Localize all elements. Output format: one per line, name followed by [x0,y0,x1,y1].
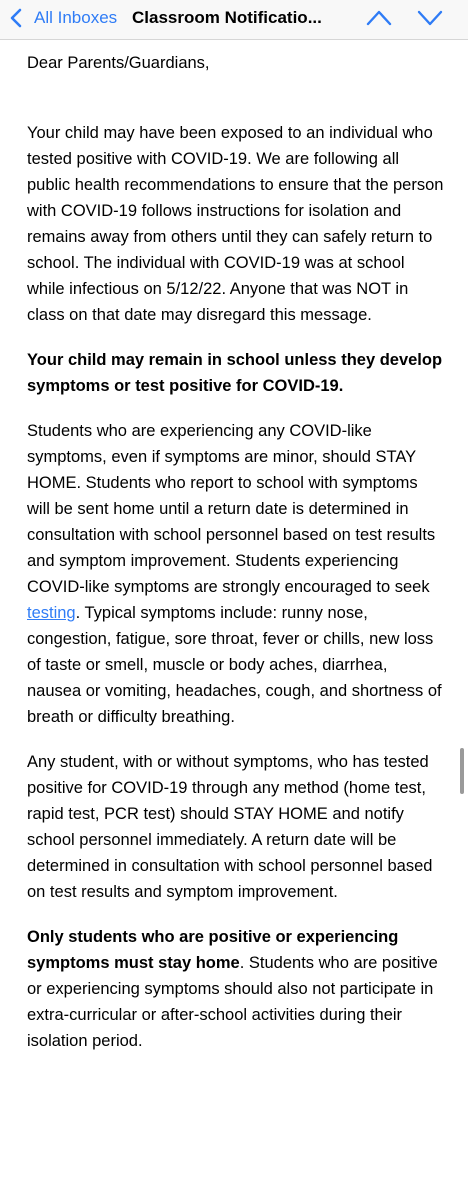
email-paragraph-stay-home [27,924,445,1054]
previous-message-button[interactable] [365,5,393,31]
email-greeting: Dear Parents/Guardians, [27,54,210,72]
mailbox-title: Classroom Notificatio... [132,8,322,27]
chevron-left-icon [6,7,28,29]
stay-home-text: . Students who are positive or experiencing symptoms should also not participate in extra-curricular or after-school activities during their isolation period. [27,954,438,1050]
email-body [27,50,445,1073]
email-paragraph-exposure: Your child may have been exposed to an individual who tested positive with COVID-19. We are following all public health recommendations to ensure that the person with COVID-19 follows instructions for isolation and remains away from others until they can safely return to school. The individual with COVID-19 was at school while infectious on 5/12/22. Anyone that was NOT in class on that date may disregard this message. [27,124,444,324]
email-paragraph-symptoms [27,418,445,730]
symptoms-text-end: . Typical symptoms include: runny nose, congestion, fatigue, sore throat, fever or chills, new loss of taste or smell, muscle or body aches, diarrhea, nausea or vomiting, headaches, cough, and shortness of breath or difficulty breathing. [27,604,442,726]
chevron-down-icon [416,5,444,31]
navigation-bar [0,0,468,40]
symptoms-text-start: Students who are experiencing any COVID-like symptoms, even if symptoms are minor, should STAY HOME. Students who report to school with symptoms will be sent home until a return date is determined in consultation with school personnel based on test results and symptom improvement. Students experiencing COVID-like symptoms are strongly encouraged to seek [27,422,436,596]
scroll-indicator[interactable] [460,748,464,794]
back-button-label: All Inboxes [34,8,118,27]
email-paragraph-positive-test: Any student, with or without symptoms, who has tested positive for COVID-19 through any method (home test, rapid test, PCR test) should STAY HOME and notify school personnel immediately. A return date will be determined in consultation with school personnel based on test results and symptom improvement. [27,753,433,901]
testing-link[interactable]: testing [27,604,76,622]
next-message-button[interactable] [416,5,444,31]
chevron-up-icon [365,5,393,31]
stay-home-bold-text: Only students who are positive or experiencing symptoms must stay home [27,928,399,972]
back-button[interactable] [6,4,117,32]
email-paragraph-remain-in-school: Your child may remain in school unless they develop symptoms or test positive for COVID-19. [27,351,443,395]
